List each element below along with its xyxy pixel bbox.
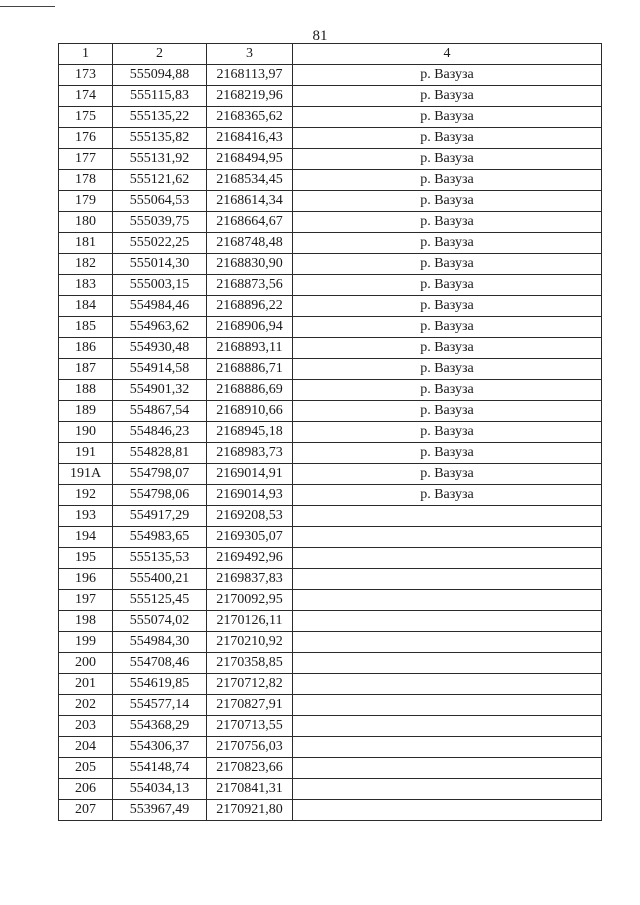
x-coordinate-cell: 554798,07 — [113, 464, 207, 485]
corner-mark — [0, 6, 55, 7]
table-row — [59, 716, 602, 737]
point-number-cell: 207 — [59, 800, 113, 821]
point-number-cell: 194 — [59, 527, 113, 548]
y-coordinate-cell: 2170358,85 — [207, 653, 293, 674]
description-cell: р. Вазуза — [293, 380, 602, 401]
point-number-cell: 178 — [59, 170, 113, 191]
point-number-cell: 195 — [59, 548, 113, 569]
description-cell — [293, 569, 602, 590]
x-coordinate-cell: 554708,46 — [113, 653, 207, 674]
point-number-cell: 198 — [59, 611, 113, 632]
point-number-cell: 189 — [59, 401, 113, 422]
table-row — [59, 779, 602, 800]
point-number-cell: 197 — [59, 590, 113, 611]
x-coordinate-cell: 554619,85 — [113, 674, 207, 695]
x-coordinate-cell: 554914,58 — [113, 359, 207, 380]
description-cell: р. Вазуза — [293, 401, 602, 422]
x-coordinate-cell: 555135,22 — [113, 107, 207, 128]
y-coordinate-cell: 2169492,96 — [207, 548, 293, 569]
y-coordinate-cell: 2170712,82 — [207, 674, 293, 695]
table-row — [59, 86, 602, 107]
y-coordinate-cell: 2169837,83 — [207, 569, 293, 590]
y-coordinate-cell: 2168906,94 — [207, 317, 293, 338]
y-coordinate-cell: 2168873,56 — [207, 275, 293, 296]
point-number-cell: 185 — [59, 317, 113, 338]
description-cell: р. Вазуза — [293, 149, 602, 170]
y-coordinate-cell: 2170921,80 — [207, 800, 293, 821]
table-header-row — [59, 44, 602, 65]
x-coordinate-cell: 554846,23 — [113, 422, 207, 443]
y-coordinate-cell: 2168945,18 — [207, 422, 293, 443]
table-row — [59, 275, 602, 296]
point-number-cell: 201 — [59, 674, 113, 695]
point-number-cell: 196 — [59, 569, 113, 590]
x-coordinate-cell: 554368,29 — [113, 716, 207, 737]
x-coordinate-cell: 555121,62 — [113, 170, 207, 191]
point-number-cell: 184 — [59, 296, 113, 317]
description-cell — [293, 758, 602, 779]
table-row — [59, 65, 602, 86]
y-coordinate-cell: 2169208,53 — [207, 506, 293, 527]
y-coordinate-cell: 2168893,11 — [207, 338, 293, 359]
table-row — [59, 296, 602, 317]
point-number-cell: 183 — [59, 275, 113, 296]
x-coordinate-cell: 555074,02 — [113, 611, 207, 632]
point-number-cell: 180 — [59, 212, 113, 233]
y-coordinate-cell: 2169305,07 — [207, 527, 293, 548]
table-row — [59, 800, 602, 821]
y-coordinate-cell: 2168534,45 — [207, 170, 293, 191]
description-cell: р. Вазуза — [293, 422, 602, 443]
table-row — [59, 443, 602, 464]
y-coordinate-cell: 2168896,22 — [207, 296, 293, 317]
x-coordinate-cell: 554963,62 — [113, 317, 207, 338]
x-coordinate-cell: 554828,81 — [113, 443, 207, 464]
description-cell — [293, 632, 602, 653]
description-cell — [293, 695, 602, 716]
description-cell: р. Вазуза — [293, 65, 602, 86]
y-coordinate-cell: 2168983,73 — [207, 443, 293, 464]
y-coordinate-cell: 2169014,91 — [207, 464, 293, 485]
point-number-cell: 177 — [59, 149, 113, 170]
description-cell: р. Вазуза — [293, 464, 602, 485]
page-number: 81 — [312, 28, 328, 44]
table-row — [59, 380, 602, 401]
description-cell — [293, 611, 602, 632]
point-number-cell: 181 — [59, 233, 113, 254]
point-number-cell: 191А — [59, 464, 113, 485]
description-cell — [293, 800, 602, 821]
x-coordinate-cell: 554577,14 — [113, 695, 207, 716]
x-coordinate-cell: 554917,29 — [113, 506, 207, 527]
table-row — [59, 128, 602, 149]
y-coordinate-cell: 2168886,71 — [207, 359, 293, 380]
description-cell: р. Вазуза — [293, 485, 602, 506]
header-cell: 2 — [113, 44, 207, 65]
point-number-cell: 176 — [59, 128, 113, 149]
x-coordinate-cell: 555135,53 — [113, 548, 207, 569]
point-number-cell: 203 — [59, 716, 113, 737]
point-number-cell: 188 — [59, 380, 113, 401]
table-row — [59, 506, 602, 527]
table-row — [59, 611, 602, 632]
y-coordinate-cell: 2168830,90 — [207, 254, 293, 275]
x-coordinate-cell: 554930,48 — [113, 338, 207, 359]
description-cell — [293, 779, 602, 800]
header-cell: 4 — [293, 44, 602, 65]
point-number-cell: 191 — [59, 443, 113, 464]
table-row — [59, 737, 602, 758]
point-number-cell: 174 — [59, 86, 113, 107]
description-cell: р. Вазуза — [293, 86, 602, 107]
header-cell: 3 — [207, 44, 293, 65]
description-cell: р. Вазуза — [293, 275, 602, 296]
point-number-cell: 205 — [59, 758, 113, 779]
table-row — [59, 170, 602, 191]
y-coordinate-cell: 2168365,62 — [207, 107, 293, 128]
description-cell: р. Вазуза — [293, 359, 602, 380]
table-row — [59, 401, 602, 422]
point-number-cell: 175 — [59, 107, 113, 128]
y-coordinate-cell: 2170126,11 — [207, 611, 293, 632]
description-cell — [293, 653, 602, 674]
point-number-cell: 199 — [59, 632, 113, 653]
x-coordinate-cell: 555400,21 — [113, 569, 207, 590]
coordinates-table — [58, 43, 602, 821]
table-row — [59, 527, 602, 548]
point-number-cell: 202 — [59, 695, 113, 716]
description-cell: р. Вазуза — [293, 212, 602, 233]
x-coordinate-cell: 554984,46 — [113, 296, 207, 317]
x-coordinate-cell: 554034,13 — [113, 779, 207, 800]
description-cell — [293, 506, 602, 527]
point-number-cell: 179 — [59, 191, 113, 212]
description-cell: р. Вазуза — [293, 317, 602, 338]
x-coordinate-cell: 555131,92 — [113, 149, 207, 170]
description-cell: р. Вазуза — [293, 254, 602, 275]
y-coordinate-cell: 2168910,66 — [207, 401, 293, 422]
point-number-cell: 186 — [59, 338, 113, 359]
description-cell — [293, 716, 602, 737]
y-coordinate-cell: 2170756,03 — [207, 737, 293, 758]
x-coordinate-cell: 555039,75 — [113, 212, 207, 233]
point-number-cell: 173 — [59, 65, 113, 86]
description-cell — [293, 674, 602, 695]
table-row — [59, 317, 602, 338]
point-number-cell: 192 — [59, 485, 113, 506]
y-coordinate-cell: 2170827,91 — [207, 695, 293, 716]
description-cell: р. Вазуза — [293, 191, 602, 212]
y-coordinate-cell: 2168614,34 — [207, 191, 293, 212]
x-coordinate-cell: 555003,15 — [113, 275, 207, 296]
table-row — [59, 674, 602, 695]
table-row — [59, 569, 602, 590]
x-coordinate-cell: 554984,30 — [113, 632, 207, 653]
table-row — [59, 632, 602, 653]
x-coordinate-cell: 555115,83 — [113, 86, 207, 107]
y-coordinate-cell: 2168219,96 — [207, 86, 293, 107]
x-coordinate-cell: 554306,37 — [113, 737, 207, 758]
x-coordinate-cell: 555135,82 — [113, 128, 207, 149]
x-coordinate-cell: 555022,25 — [113, 233, 207, 254]
table-row — [59, 338, 602, 359]
point-number-cell: 206 — [59, 779, 113, 800]
table-row — [59, 254, 602, 275]
table-row — [59, 233, 602, 254]
description-cell — [293, 548, 602, 569]
point-number-cell: 204 — [59, 737, 113, 758]
description-cell: р. Вазуза — [293, 338, 602, 359]
x-coordinate-cell: 554148,74 — [113, 758, 207, 779]
y-coordinate-cell: 2168886,69 — [207, 380, 293, 401]
y-coordinate-cell: 2170210,92 — [207, 632, 293, 653]
table-row — [59, 590, 602, 611]
table-row — [59, 422, 602, 443]
x-coordinate-cell: 554983,65 — [113, 527, 207, 548]
description-cell — [293, 737, 602, 758]
y-coordinate-cell: 2168416,43 — [207, 128, 293, 149]
table-row — [59, 464, 602, 485]
point-number-cell: 190 — [59, 422, 113, 443]
y-coordinate-cell: 2170713,55 — [207, 716, 293, 737]
y-coordinate-cell: 2170092,95 — [207, 590, 293, 611]
point-number-cell: 187 — [59, 359, 113, 380]
point-number-cell: 193 — [59, 506, 113, 527]
x-coordinate-cell: 554798,06 — [113, 485, 207, 506]
y-coordinate-cell: 2168664,67 — [207, 212, 293, 233]
table-row — [59, 758, 602, 779]
table-row — [59, 485, 602, 506]
table-row — [59, 149, 602, 170]
description-cell — [293, 527, 602, 548]
table-row — [59, 695, 602, 716]
description-cell: р. Вазуза — [293, 107, 602, 128]
table-row — [59, 548, 602, 569]
table-body — [59, 65, 602, 821]
description-cell — [293, 590, 602, 611]
x-coordinate-cell: 554867,54 — [113, 401, 207, 422]
x-coordinate-cell: 555064,53 — [113, 191, 207, 212]
x-coordinate-cell: 554901,32 — [113, 380, 207, 401]
description-cell: р. Вазуза — [293, 233, 602, 254]
y-coordinate-cell: 2168494,95 — [207, 149, 293, 170]
description-cell: р. Вазуза — [293, 443, 602, 464]
y-coordinate-cell: 2170823,66 — [207, 758, 293, 779]
description-cell: р. Вазуза — [293, 170, 602, 191]
y-coordinate-cell: 2169014,93 — [207, 485, 293, 506]
table-row — [59, 107, 602, 128]
point-number-cell: 182 — [59, 254, 113, 275]
description-cell: р. Вазуза — [293, 128, 602, 149]
x-coordinate-cell: 555094,88 — [113, 65, 207, 86]
table-row — [59, 653, 602, 674]
y-coordinate-cell: 2170841,31 — [207, 779, 293, 800]
table-row — [59, 191, 602, 212]
y-coordinate-cell: 2168748,48 — [207, 233, 293, 254]
table-row — [59, 212, 602, 233]
header-cell: 1 — [59, 44, 113, 65]
y-coordinate-cell: 2168113,97 — [207, 65, 293, 86]
x-coordinate-cell: 555014,30 — [113, 254, 207, 275]
x-coordinate-cell: 555125,45 — [113, 590, 207, 611]
description-cell: р. Вазуза — [293, 296, 602, 317]
x-coordinate-cell: 553967,49 — [113, 800, 207, 821]
point-number-cell: 200 — [59, 653, 113, 674]
table-row — [59, 359, 602, 380]
